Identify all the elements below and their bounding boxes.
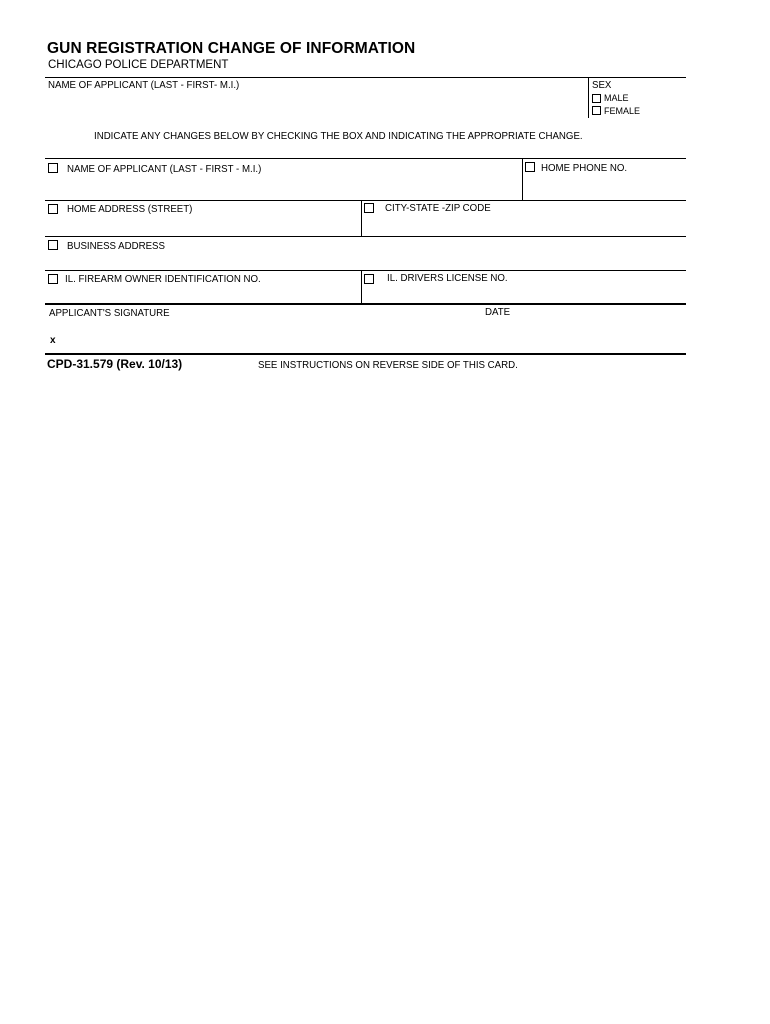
- row1-top-line: [45, 158, 686, 159]
- row4-top-line: [45, 270, 686, 271]
- signature-top-line: [45, 303, 686, 305]
- signature-x-mark: x: [50, 335, 56, 346]
- business-address-label: BUSINESS ADDRESS: [67, 241, 165, 252]
- home-address-label: HOME ADDRESS (STREET): [67, 204, 193, 215]
- date-label: DATE: [485, 307, 511, 318]
- drivers-license-label: IL. DRIVERS LICENSE NO.: [387, 273, 508, 284]
- signature-label: APPLICANT'S SIGNATURE: [49, 308, 170, 319]
- form-code: CPD-31.579 (Rev. 10/13): [47, 357, 183, 371]
- male-label: MALE: [604, 93, 629, 103]
- sex-label: SEX: [592, 80, 612, 91]
- home-phone-label: HOME PHONE NO.: [541, 163, 628, 174]
- row2-top-line: [45, 200, 686, 201]
- male-checkbox[interactable]: [592, 94, 601, 103]
- reverse-side-note: SEE INSTRUCTIONS ON REVERSE SIDE OF THIS CARD.: [258, 360, 518, 371]
- business-address-checkbox[interactable]: [48, 240, 58, 250]
- drivers-license-checkbox[interactable]: [364, 274, 374, 284]
- name-change-checkbox[interactable]: [48, 163, 58, 173]
- home-phone-checkbox[interactable]: [525, 162, 535, 172]
- city-column-divider: [361, 200, 362, 237]
- license-column-divider: [361, 270, 362, 304]
- phone-column-divider: [522, 158, 523, 201]
- department-name: CHICAGO POLICE DEPARTMENT: [48, 59, 229, 71]
- header-divider: [45, 77, 686, 78]
- instructions-text: INDICATE ANY CHANGES BELOW BY CHECKING THE BOX AND INDICATING THE APPROPRIATE CHANGE.: [94, 131, 583, 142]
- city-state-zip-label: CITY-STATE -ZIP CODE: [385, 203, 491, 214]
- signature-bottom-line: [45, 353, 686, 355]
- row3-top-line: [45, 236, 686, 237]
- applicant-name-label: NAME OF APPLICANT (LAST - FIRST- M.I.): [48, 80, 240, 91]
- home-address-checkbox[interactable]: [48, 204, 58, 214]
- foid-checkbox[interactable]: [48, 274, 58, 284]
- foid-label: IL. FIREARM OWNER IDENTIFICATION NO.: [65, 274, 261, 285]
- name-change-label: NAME OF APPLICANT (LAST - FIRST - M.I.): [67, 164, 262, 175]
- female-checkbox[interactable]: [592, 106, 601, 115]
- form-title: GUN REGISTRATION CHANGE OF INFORMATION: [47, 40, 416, 57]
- female-label: FEMALE: [604, 106, 641, 116]
- sex-column-divider: [588, 77, 589, 118]
- city-state-zip-checkbox[interactable]: [364, 203, 374, 213]
